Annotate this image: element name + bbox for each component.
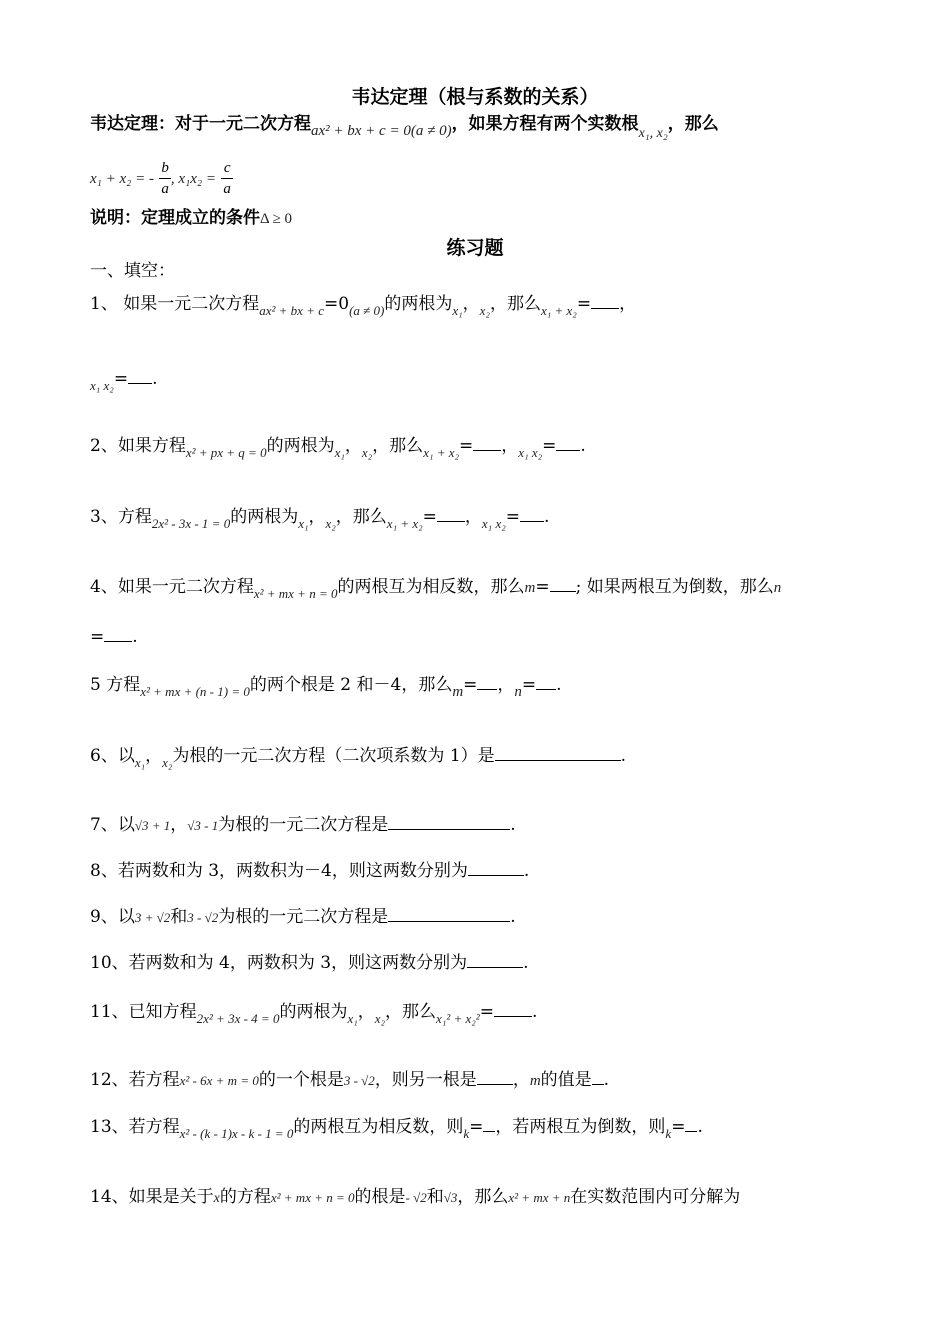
q13-text-a: 13、若方程 <box>90 1117 180 1137</box>
q7-blank[interactable] <box>388 815 510 830</box>
q12-equation: x² - 6x + m = 0 <box>179 1073 259 1088</box>
q3-text-e: ， <box>464 507 482 527</box>
q1-blank-sum[interactable] <box>591 294 619 309</box>
q4-equation: x² + mx + n = 0 <box>253 586 338 601</box>
question-13 <box>90 1116 703 1145</box>
q3-blank-sum[interactable] <box>437 507 465 522</box>
question-1 <box>90 293 636 322</box>
q3-text-b: 的两根为 <box>230 507 299 527</box>
q2-equation: x² + px + q = 0 <box>185 445 267 460</box>
q1-text-a: 1、 如果一元二次方程 <box>90 294 260 314</box>
question-14 <box>90 1186 740 1210</box>
question-12 <box>90 1069 609 1092</box>
question-8 <box>90 860 529 882</box>
question-11 <box>90 1001 537 1030</box>
q13-period: . <box>697 1117 703 1137</box>
q3-sep: ， <box>308 507 326 527</box>
q13-eq-sign: = <box>469 1117 484 1137</box>
q13-eq-sign-2: = <box>671 1117 686 1137</box>
q2-x2: x₂ <box>361 445 373 460</box>
q3-period: . <box>544 507 550 527</box>
q14-root-2: √3 <box>443 1190 458 1205</box>
q1-condition: (a ≠ 0) <box>349 303 385 318</box>
question-2 <box>90 435 586 464</box>
q4-eq-sign: = <box>535 577 550 597</box>
theorem-roots: x₁, x₂ <box>638 126 668 141</box>
q4-m: m <box>524 580 536 596</box>
q4-eq-sign-2: = <box>90 627 105 647</box>
q9-text-b: 为根的一元二次方程是 <box>218 907 389 927</box>
q13-text-b: 的两根互为相反数，则 <box>293 1117 464 1137</box>
q14-text-c: 的根是 <box>354 1187 406 1207</box>
q13-k-1: k <box>463 1126 470 1141</box>
sum-lhs: x₁ + x₂ = - <box>90 171 154 187</box>
q2-blank-sum[interactable] <box>473 436 501 451</box>
q14-x: x <box>213 1191 220 1206</box>
question-6 <box>90 745 626 774</box>
q11-text-a: 11、已知方程 <box>90 1002 197 1022</box>
q5-equation: x² + mx + (n - 1) = 0 <box>140 684 250 699</box>
q9-text-a: 9、以 <box>90 907 135 927</box>
q3-text-a: 3、方程 <box>90 507 152 527</box>
sum-denominator: a <box>161 181 169 197</box>
q9-root-2: 3 - √2 <box>187 910 219 925</box>
sum-fraction <box>159 158 171 199</box>
q3-eq-sign-2: = <box>505 507 520 527</box>
q6-sep: ， <box>145 746 163 766</box>
q2-text-a: 2、如果方程 <box>90 436 186 456</box>
q13-blank-2[interactable] <box>685 1117 697 1132</box>
q2-text-c: ，那么 <box>372 436 424 456</box>
question-9 <box>90 906 516 929</box>
q11-eq-sign: = <box>479 1002 494 1022</box>
q6-x2: x₂ <box>162 755 173 770</box>
note-condition: Δ ≥ 0 <box>260 211 293 227</box>
q4-text-d: ; 如果两根互为倒数，那么 <box>575 577 774 597</box>
q5-text-a: 5 方程 <box>90 675 141 695</box>
question-4 <box>90 576 781 605</box>
q11-period: . <box>531 1002 538 1022</box>
q14-expression: x² + mx + n <box>508 1190 571 1205</box>
q11-expression: x₁² + x₂² <box>436 1011 480 1026</box>
q2-sum: x₁ + x₂ <box>423 445 460 460</box>
q10-blank[interactable] <box>467 953 523 968</box>
q12-text-b: 的一个根是 <box>258 1070 344 1090</box>
q1-text-c: 的两根为 <box>384 294 453 314</box>
q6-text-a: 6、以 <box>90 746 135 766</box>
theorem-end: ，那么 <box>667 114 719 134</box>
q11-text-b: 的两根为 <box>279 1002 348 1022</box>
q9-blank[interactable] <box>388 907 510 922</box>
q2-product: x₁ x₂ <box>518 445 543 460</box>
question-5 <box>90 674 562 703</box>
q2-x1: x₁ <box>334 445 345 460</box>
q14-text-a: 14、如果是关于 <box>90 1187 214 1207</box>
prod-fraction <box>221 158 233 199</box>
q9-sep: 和 <box>170 907 188 927</box>
q4-blank-m[interactable] <box>550 577 576 592</box>
q3-text-c: ，那么 <box>335 507 387 527</box>
q2-period: . <box>580 436 586 456</box>
q6-blank[interactable] <box>495 746 621 761</box>
q3-eq-sign: = <box>422 507 437 527</box>
q11-equation: 2x² + 3x - 4 = 0 <box>196 1011 280 1026</box>
q12-m: m <box>529 1073 541 1089</box>
q2-eq-sign: = <box>459 436 474 456</box>
q3-blank-product[interactable] <box>520 507 544 522</box>
q14-root-1: - √2 <box>405 1190 427 1205</box>
q1-text-d: ，那么 <box>489 294 541 314</box>
q1-x2: x₂ <box>479 303 490 318</box>
q5-period: . <box>556 675 562 695</box>
q7-text-a: 7、以 <box>90 815 135 835</box>
q5-blank-n[interactable] <box>536 675 556 690</box>
section-fill-in: 一、填空： <box>90 261 175 281</box>
theorem-statement <box>90 113 719 145</box>
theorem-equation: ax² + bx + c = 0(a ≠ 0) <box>311 123 452 139</box>
q5-text-d: ， <box>497 675 515 695</box>
q11-sep: ， <box>357 1002 375 1022</box>
q12-blank-m[interactable] <box>592 1070 604 1085</box>
q14-text-e: ，那么 <box>457 1187 509 1207</box>
q5-eq-sign: = <box>463 675 478 695</box>
q13-blank-1[interactable] <box>483 1117 495 1132</box>
note-label: 说明：定理成立的条件 <box>90 208 260 228</box>
q6-period: . <box>620 746 627 766</box>
q1-sep: ， <box>462 294 480 314</box>
q12-blank-root[interactable] <box>477 1070 513 1085</box>
question-3 <box>90 506 549 535</box>
q7-root-1: √3 + 1 <box>134 818 171 833</box>
sum-numerator: b <box>159 158 171 179</box>
q4-period: . <box>132 627 138 647</box>
q2-blank-product[interactable] <box>556 436 580 451</box>
q3-sum: x₁ + x₂ <box>386 516 423 531</box>
question-4-cont <box>90 626 138 648</box>
theorem-label: 韦达定理：对于一元二次方程 <box>90 114 311 134</box>
q7-text-b: 为根的一元二次方程是 <box>218 815 389 835</box>
q11-text-c: ，那么 <box>385 1002 437 1022</box>
q7-sep: ， <box>170 815 188 835</box>
q3-x1: x₁ <box>298 516 309 531</box>
practice-title: 练习题 <box>446 237 504 259</box>
q3-equation: 2x² - 3x - 1 = 0 <box>151 516 231 531</box>
q1-sum: x₁ + x₂ <box>540 303 577 318</box>
q1-eq-sign: = <box>576 294 592 314</box>
q14-text-f: 在实数范围内可分解为 <box>570 1187 741 1207</box>
q11-x2: x₂ <box>374 1011 386 1026</box>
q3-x2: x₂ <box>325 516 336 531</box>
q4-text-b: 的两根互为相反数，那么 <box>337 577 525 597</box>
q7-root-2: √3 - 1 <box>187 818 219 833</box>
q4-n: n <box>773 580 782 596</box>
q10-text-a: 10、若两数和为 4，两数积为 3，则这两数分别为 <box>90 953 468 973</box>
q12-period: . <box>603 1070 610 1090</box>
q13-text-d: ，若两根互为倒数，则 <box>495 1117 666 1137</box>
q5-text-b: 的两个根是 2 和－4，那么 <box>249 675 453 695</box>
q1-blank-product[interactable] <box>128 369 152 384</box>
q10-period: . <box>523 953 529 973</box>
q14-text-d: 和 <box>426 1187 444 1207</box>
q8-period: . <box>523 861 530 881</box>
q13-k-2: k <box>665 1126 672 1141</box>
prod-numerator: c <box>221 158 233 179</box>
q3-product: x₁ x₂ <box>481 516 506 531</box>
q1-text-f: ， <box>619 294 637 314</box>
q6-x1: x₁ <box>134 755 146 770</box>
q12-text-d: ， <box>512 1070 530 1090</box>
q2-text-e: ， <box>501 436 519 456</box>
question-7 <box>90 814 516 837</box>
q6-text-b: 为根的一元二次方程（二次项系数为 1）是 <box>172 746 495 766</box>
theorem-mid: ，如果方程有两个实数根 <box>451 114 639 134</box>
q11-x1: x₁ <box>347 1011 358 1026</box>
q1-x1: x₁ <box>452 303 463 318</box>
q14-text-b: 的方程 <box>219 1187 271 1207</box>
q5-eq-sign-2: = <box>521 675 537 695</box>
q12-root: 3 - √2 <box>343 1073 375 1088</box>
q1-eq-sign-2: = <box>113 369 129 389</box>
theorem-formula <box>90 158 233 199</box>
q1-text-b: =0 <box>324 294 350 314</box>
q2-eq-sign-2: = <box>542 436 557 456</box>
note-line <box>90 207 292 230</box>
question-1-cont <box>90 368 158 397</box>
q2-sep: ， <box>344 436 362 456</box>
q5-m: m <box>452 684 464 700</box>
q9-root-1: 3 + √2 <box>134 910 171 925</box>
q11-blank[interactable] <box>494 1002 532 1017</box>
q5-blank-m[interactable] <box>477 675 497 690</box>
q8-text-a: 8、若两数和为 3，两数积为－4，则这两数分别为 <box>90 861 468 881</box>
q7-period: . <box>510 815 516 835</box>
q9-period: . <box>510 907 516 927</box>
q1-product: x₁ x₂ <box>90 378 114 393</box>
prod-denominator: a <box>223 181 231 197</box>
q4-text-a: 4、如果一元二次方程 <box>90 577 254 597</box>
q12-text-a: 12、若方程 <box>90 1070 180 1090</box>
prod-lhs: , x₁x₂ = <box>170 171 217 187</box>
q5-n: n <box>514 684 522 700</box>
q12-text-e: 的值是 <box>540 1070 592 1090</box>
q1-equation: ax² + bx + c <box>259 303 324 318</box>
question-10 <box>90 952 528 974</box>
q14-equation: x² + mx + n = 0 <box>270 1190 355 1205</box>
q2-text-b: 的两根为 <box>266 436 335 456</box>
q4-blank-n[interactable] <box>104 627 132 642</box>
q1-period: . <box>152 369 158 389</box>
page-title: 韦达定理（根与系数的关系） <box>351 86 599 108</box>
q8-blank[interactable] <box>468 861 524 876</box>
q12-text-c: ，则另一根是 <box>374 1070 477 1090</box>
q13-equation: x² - (k - 1)x - k - 1 = 0 <box>179 1126 294 1141</box>
